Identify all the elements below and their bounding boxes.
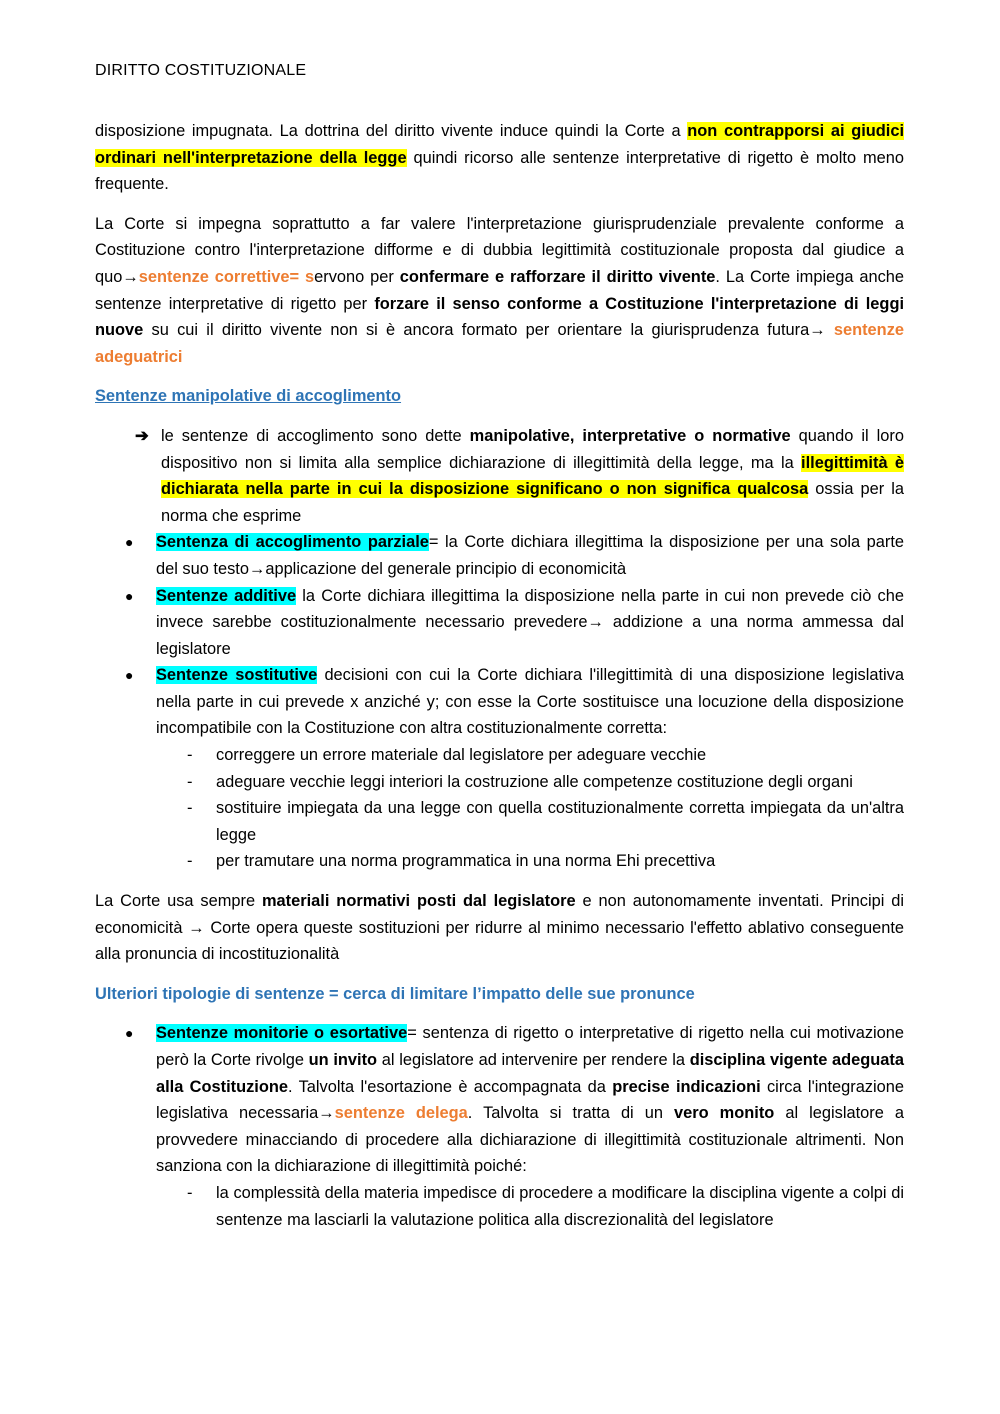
- bold-text: forzare il senso conforme a Costituzione l'interpretazione di leggi nuove: [95, 294, 905, 340]
- paragraph-sentenze-correttive: [95, 211, 904, 371]
- bullet-icon: ●: [125, 667, 134, 684]
- bold-text: confermare e rafforzare il diritto vivente: [399, 267, 716, 286]
- text: decisioni con cui la Corte dichiara l'illegittimità di una disposizione legislativa nella parte in cui prevede x anziché y; con esse la Corte sostituisce una locuzione della disposizione incompatibile con la Costituzione con altra costituzionalmente corretta:: [156, 666, 904, 738]
- bold-text: disciplina vigente adeguata alla Costituzione: [156, 1051, 904, 1096]
- text: = sentenza di rigetto o interpretative di rigetto nella cui motivazione però la Corte rivolge: [156, 1024, 904, 1069]
- orange-term: sentenze adeguatrici: [95, 321, 904, 366]
- bullet-item-monitorie: [95, 1020, 904, 1180]
- text: quando il loro dispositivo non si limita alla semplice dichiarazione di illegittimità della legge, ma la: [161, 426, 904, 472]
- bullet-icon: ●: [125, 587, 134, 604]
- highlighted-term: Sentenze additive: [156, 586, 297, 605]
- arrow-list-item: [95, 423, 904, 529]
- text: = la Corte dichiara illegittima la disposizione per una sola parte del suo testo→applicazione del generale principio di economicità: [156, 533, 904, 578]
- text: ossia per la norma che esprime: [161, 480, 905, 525]
- text: e non autonomamente inventati. Principi di economicità → Corte opera queste sostituzioni per ridurre al minimo necessario l'effetto ablativo conseguente alla pronuncia di incostituzionalità: [95, 892, 904, 964]
- text: al legislatore ad intervenire per rendere la: [377, 1051, 690, 1069]
- text: al legislatore a provvedere minacciando di procedere alla dichiarazione di illegittimità costituzionale altrimenti. Non sanziona con la dichiarazione di illegittimità poiché:: [156, 1104, 904, 1176]
- highlighted-text: non contrapporsi ai giudici ordinari nell'interpretazione della legge: [95, 122, 905, 167]
- dash-item: [95, 1180, 904, 1233]
- text: La Corte si impegna soprattutto a far valere l'interpretazione giurisprudenziale prevalente conforme a Costituzione contro l'interpretazione difforme e di dubbia legittimità costituzionale proposta dal giudice a quo→: [95, 214, 904, 286]
- bullet-item-sostitutive: [95, 662, 904, 742]
- highlighted-term: Sentenze monitorie o esortative: [156, 1024, 408, 1043]
- text: correggere un errore materiale dal legislatore per adeguare vecchie: [216, 746, 707, 765]
- highlighted-term: Sentenza di accoglimento parziale: [156, 533, 429, 552]
- bullet-icon: ●: [125, 1025, 134, 1042]
- dash-item: [95, 742, 904, 769]
- document-body: [95, 118, 904, 1233]
- text: su cui il diritto vivente non si è ancora formato per orientare la giurisprudenza futura→: [143, 321, 834, 340]
- document-header: DIRITTO COSTITUZIONALE: [95, 62, 307, 79]
- bold-text: manipolative, interpretative o normative: [469, 426, 791, 445]
- text: quindi ricorso alle sentenze interpretative di rigetto è molto meno frequente.: [95, 148, 904, 194]
- paragraph-materiali-normativi: [95, 888, 904, 968]
- bold-text: precise indicazioni: [612, 1077, 761, 1096]
- section-heading-ulteriori-tipologie: Ulteriori tipologie di sentenze = cerca di limitare l’impatto delle sue pronunce: [95, 984, 695, 1003]
- dash-marker: -: [187, 772, 193, 791]
- dash-marker: -: [187, 799, 193, 818]
- text: La Corte usa sempre: [95, 892, 262, 911]
- text: ervono per: [314, 267, 400, 286]
- bold-text: vero monito: [674, 1104, 775, 1123]
- dash-item: [95, 795, 904, 848]
- dash-item: [95, 848, 904, 875]
- highlighted-text: illegittimità è dichiarata nella parte in cui la disposizione significano o non significa qualcosa: [161, 453, 905, 499]
- text: per tramutare una norma programmatica in una norma Ehi precettiva: [216, 852, 716, 871]
- text: adeguare vecchie leggi interiori la costruzione alle competenze costituzione degli organi: [216, 772, 853, 791]
- text: circa l'integrazione legislativa necessaria→: [156, 1077, 904, 1123]
- bold-text: materiali normativi posti dal legislatore: [261, 892, 576, 911]
- text: . Talvolta l'esortazione è accompagnata da: [288, 1077, 613, 1096]
- text: le sentenze di accoglimento sono dette: [161, 426, 470, 445]
- text: disposizione impugnata. La dottrina del diritto vivente induce quindi la Corte a: [95, 122, 688, 140]
- dash-marker: -: [187, 746, 193, 765]
- text: la complessità della materia impedisce di procedere a modificare la disciplina vigente a colpi di sentenze ma lasciarli la valutazione politica alla discrezionalità del legislatore: [216, 1183, 904, 1229]
- bullet-item-additive: [95, 583, 904, 663]
- text: la Corte dichiara illegittima la disposizione nella parte in cui non prevede ciò che invece sarebbe costituzionalmente necessario prevedere→ addizione a una norma ammessa dal legislatore: [156, 586, 904, 658]
- highlighted-term: Sentenze sostitutive: [156, 666, 318, 685]
- bullet-icon: ●: [125, 534, 134, 551]
- bullet-item-accoglimento-parziale: [95, 529, 904, 582]
- text: . La Corte impiega anche sentenze interpretative di rigetto per: [95, 267, 905, 313]
- section-heading-manipolative: Sentenze manipolative di accoglimento: [95, 387, 402, 406]
- dash-item: [95, 769, 904, 796]
- orange-term: sentenze correttive= s: [138, 267, 315, 286]
- dash-marker: -: [187, 852, 193, 871]
- orange-term: sentenze delega: [334, 1104, 468, 1123]
- arrow-right-icon: ➔: [135, 426, 149, 445]
- paragraph-diritto-vivente: [95, 118, 904, 198]
- text: sostituire impiegata da una legge con quella costituzionalmente corretta impiegata da un'altra legge: [216, 799, 904, 844]
- text: . Talvolta si tratta di un: [467, 1104, 675, 1123]
- bold-text: un invito: [308, 1051, 378, 1069]
- dash-marker: -: [187, 1183, 193, 1202]
